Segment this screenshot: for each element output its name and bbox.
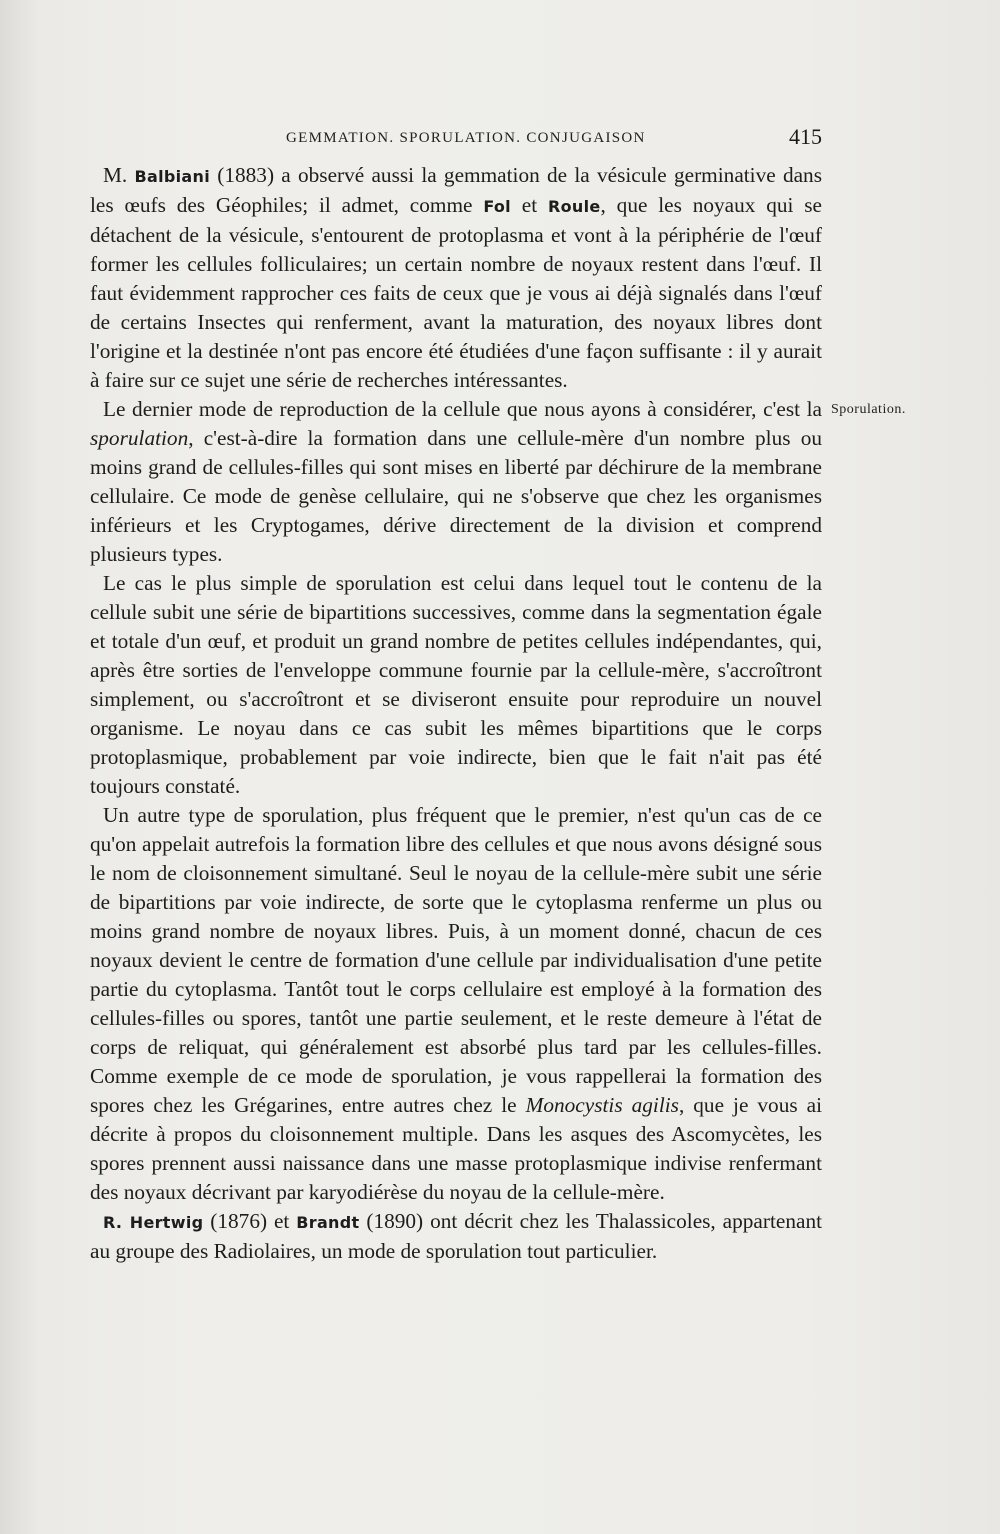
running-head: [90, 124, 822, 158]
text-run: , c'est-à-dire la formation dans une cellule-mère d'un nombre plus ou moins grand de cellules-filles qui sont mises en liberté par déchirure de la membrane cellulaire. Ce mode de genèse cellulaire, qui ne s'observe que chez les organismes inférieurs et les Cryptogames, dérive directement de la division et comprend plusieurs types.: [90, 426, 822, 566]
paragraph-other-type: [90, 801, 822, 1207]
margin-note-sporulation: Sporulation.: [831, 402, 906, 417]
body-text: [90, 161, 906, 1266]
text-run: Un autre type de sporulation, plus fréquent que le premier, n'est qu'un cas de ce qu'on appelait autrefois la formation libre des cellules et que nous avons désigné sous le nom de cloisonnement simultané. Seul le noyau de la cellule-mère subit une série de bipartitions par voie indirecte, de sorte que le cytoplasma renferme un plus ou moins grand nombre de noyaux libres. Puis, à un moment donné, chacun de ces noyaux devient le centre de formation d'une cellule par individualisation d'une petite partie du cytoplasma. Tantôt tout le corps cellulaire est employé à la formation des cellules-filles ou spores, tantôt une partie seulement, et le reste demeure à l'état de corps de reliquat, qui généralement est absorbé plus tard par les cellules-filles. Comme exemple de ce mode de sporulation, je vous rappellerai la formation des spores chez les Grégarines, entre autres chez le: [90, 803, 822, 1117]
text-run: (1883) a observé aussi la gemmation de la vésicule germinative dans les œufs des Géophiles; il admet, comme: [90, 163, 822, 217]
text-run: M.: [103, 163, 135, 187]
text-run: , que je vous ai décrite à propos du cloisonnement multiple. Dans les asques des Ascomycètes, les spores prennent aussi naissance dans une masse protoplasmique indivise renfermant des noyaux décrivant par karyodiérèse du noyau de la cellule-mère.: [90, 1093, 822, 1204]
text-run: et: [510, 193, 548, 217]
italic-term: Monocystis agilis: [525, 1093, 679, 1117]
author-name: Balbiani: [134, 167, 211, 186]
paragraph-simple-case: [90, 569, 822, 801]
paragraph-balbiani: [90, 161, 822, 395]
running-title: GEMMATION. SPORULATION. CONJUGAISON: [286, 130, 646, 146]
italic-term: sporulation: [90, 426, 189, 450]
text-run: , que les noyaux qui se détachent de la vésicule, s'entourent de protoplasma et vont à la périphérie de l'œuf former les cellules folliculaires; un certain nombre de noyaux restent dans l'œuf. Il faut évidemment rapprocher ces faits de ceux que je vous ai déjà signalés dans l'œuf de certains Insectes qui renferment, avant la maturation, des noyaux libres dont l'origine et la destinée n'ont pas encore été étudiées d'une façon suffisante : il y aurait à faire sur ce sujet une série de recherches intéressantes.: [90, 193, 822, 392]
author-name: Brandt: [296, 1213, 360, 1232]
author-name: Roule: [547, 197, 601, 216]
text-run: Le cas le plus simple de sporulation est celui dans lequel tout le contenu de la cellule subit une série de bipartitions successives, comme dans la segmentation égale et totale d'un œuf, et produit un grand nombre de petites cellules indépendantes, qui, après être sorties de l'enveloppe commune fournie par la cellule-mère, s'accroîtront simplement, ou s'accroîtront et se diviseront ensuite pour reproduire un nouvel organisme. Le noyau dans ce cas subit les mêmes bipartitions que le corps protoplasmique, probablement par voie indirecte, bien que le fait n'ait pas été toujours constaté.: [90, 571, 822, 798]
author-name: Fol: [483, 197, 511, 216]
paragraph-sporulation-intro: [90, 395, 906, 569]
page-number: 415: [789, 124, 822, 149]
text-run: Le dernier mode de reproduction de la cellule que nous ayons à considérer, c'est la: [103, 397, 822, 421]
text-run: (1890) ont décrit chez les Thalassicoles, appartenant au groupe des Radiolaires, un mode de sporulation tout particulier.: [90, 1209, 823, 1263]
paragraph-hertwig: [90, 1207, 822, 1266]
text-run: (1876) et: [203, 1209, 297, 1233]
author-name: R. Hertwig: [103, 1213, 204, 1232]
